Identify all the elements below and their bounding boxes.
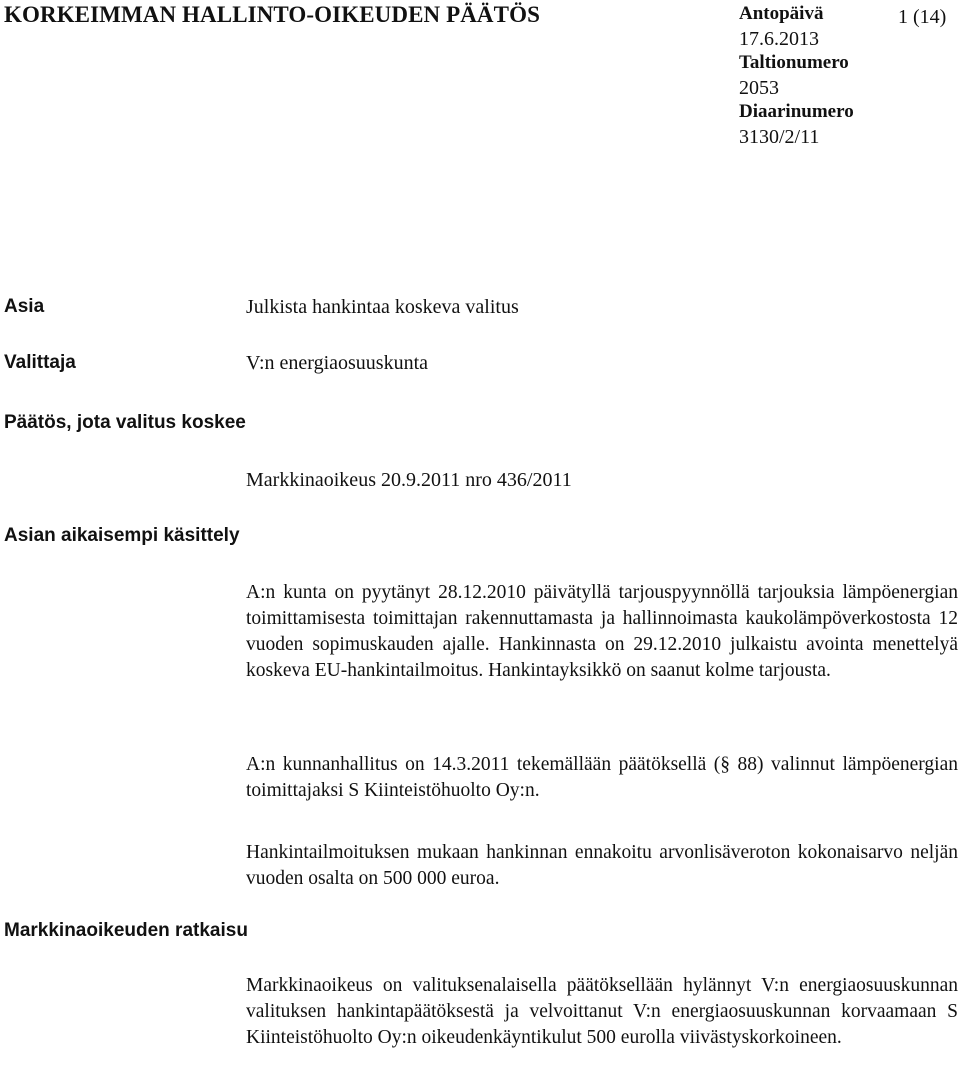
document-title: KORKEIMMAN HALLINTO-OIKEUDEN PÄÄTÖS: [4, 2, 540, 27]
valittaja-label: Valittaja: [4, 352, 76, 373]
paatos-label: Päätös, jota valitus koskee: [4, 412, 246, 433]
paragraph-tarjouspyynto: A:n kunta on pyytänyt 28.12.2010 päivätyllä tarjouspyynnöllä tarjouksia lämpöenergian toimittamisesta toimittajan rakennuttamasta ja hallinnoimasta kaukolämpöverkostosta 12 vuoden sopimuskauden ajalle. Hankinnasta on 29.12.2010 julkaistu avointa menettelyä koskeva EU-hankintailmoitus. Hankintayksikkö on saanut kolme tarjousta.: [246, 582, 958, 681]
asia-label: Asia: [4, 296, 45, 317]
meta-label-taltionumero: Taltionumero: [739, 52, 849, 73]
document-metadata: [739, 2, 854, 149]
meta-value-diaarinumero: 3130/2/11: [739, 125, 820, 148]
aikaisempi-kasittely-label: Asian aikaisempi käsittely: [4, 525, 240, 546]
page-number: 1 (14): [898, 6, 947, 28]
meta-label-diaarinumero: Diaarinumero: [739, 101, 854, 122]
valittaja-value: V:n energiaosuuskunta: [246, 352, 429, 374]
markkinaoikeuden-ratkaisu-label: Markkinaoikeuden ratkaisu: [4, 920, 248, 941]
meta-value-antopaiva: 17.6.2013: [739, 27, 819, 50]
paragraph-arvo: Hankintailmoituksen mukaan hankinnan ennakoitu arvonlisäveroton kokonaisarvo neljän vuoden osalta on 500 000 euroa.: [246, 842, 958, 889]
meta-label-antopaiva: Antopäivä: [739, 3, 824, 24]
asia-value: Julkista hankintaa koskeva valitus: [246, 296, 519, 318]
paatos-value: Markkinaoikeus 20.9.2011 nro 436/2011: [246, 469, 572, 491]
paragraph-ratkaisu: Markkinaoikeus on valituksenalaisella päätöksellään hylännyt V:n energiaosuuskunnan valituksen hankintapäätöksestä ja velvoittanut V:n energiaosuuskunnan korvaamaan S Kiinteistöhuolto Oy:n oikeudenkäyntikulut 500 eurolla viivästyskorkoineen.: [246, 975, 958, 1048]
paragraph-hankintapaatos: A:n kunnanhallitus on 14.3.2011 tekemällään päätöksellä (§ 88) valinnut lämpöenergian toimittajaksi S Kiinteistöhuolto Oy:n.: [246, 754, 958, 801]
meta-value-taltionumero: 2053: [739, 76, 779, 99]
